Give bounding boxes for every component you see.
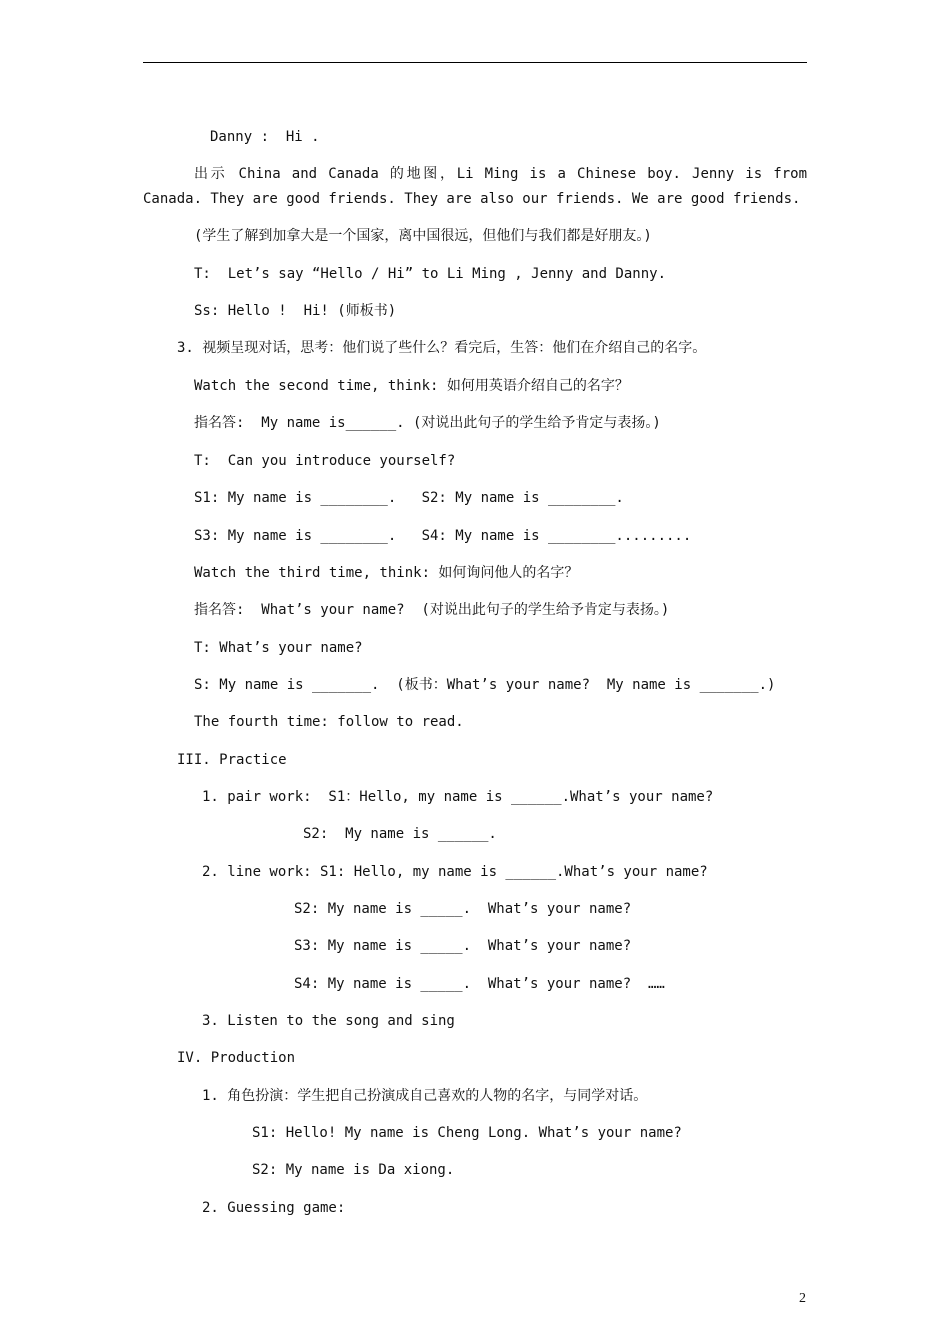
line-answer-whatsname: 指名答: What’s your name? (对说出此句子的学生给予肯定与表扬。) (194, 602, 670, 618)
line-listen-song: 3. Listen to the song and sing (202, 1013, 455, 1029)
line-watch-second: Watch the second time, think: 如何用英语介绍自己的名字？ (194, 378, 629, 394)
page-number: 2 (799, 1291, 806, 1306)
line-watch-third: Watch the third time, think: 如何询问他人的名字？ (194, 565, 579, 581)
line-answer-myname: 指名答: My name is______. (对说出此句子的学生给予肯定与表扬。) (194, 415, 661, 431)
line-line-s3: S3: My name is _____. What’s your name? (294, 938, 632, 954)
header-rule (143, 62, 807, 63)
line-line-s4: S4: My name is _____. What’s your name? …… (294, 976, 665, 992)
line-line-work: 2. line work: S1: Hello, my name is ______.What’s your name? (202, 864, 708, 880)
heading-production: IV. Production (177, 1050, 296, 1066)
heading-practice: III. Practice (177, 752, 287, 768)
line-ss-hello: Ss: Hello ! Hi! (师板书) (194, 303, 397, 319)
line-students-learn: (学生了解到加拿大是一个国家，离中国很远，但他们与我们都是好朋友。) (194, 228, 652, 244)
line-step3-video: 3. 视频呈现对话，思考：他们说了些什么？看完后，生答：他们在介绍自己的名字。 (177, 340, 707, 356)
line-teacher-introduce: T: Can you introduce yourself? (194, 453, 456, 469)
line-teacher-hello: T: Let’s say “Hello / Hi” to Li Ming , Jenny and Danny. (194, 266, 667, 282)
line-s1-s2: S1: My name is ________. S2: My name is ________. (194, 490, 624, 506)
line-s3-s4: S3: My name is ________. S4: My name is ________......... (194, 528, 692, 544)
line-role-s1: S1: Hello! My name is Cheng Long. What’s your name? (252, 1125, 682, 1141)
line-role-play: 1. 角色扮演：学生把自己扮演成自己喜欢的人物的名字，与同学对话。 (202, 1088, 648, 1104)
line-danny-hi: Danny : Hi . (210, 129, 320, 145)
para-map-line2: Canada. They are good friends. They are also our friends. We are good friends. (143, 191, 801, 207)
line-pair-work: 1. pair work: S1：Hello, my name is ______.What’s your name? (202, 789, 714, 805)
line-teacher-whatsname: T: What’s your name? (194, 640, 363, 656)
line-student-board: S: My name is _______. (板书：What’s your name? My name is _______.) (194, 677, 776, 693)
line-pair-s2: S2: My name is ______. (303, 826, 497, 842)
line-role-s2: S2: My name is Da xiong. (252, 1162, 455, 1178)
line-line-s2: S2: My name is _____. What’s your name? (294, 901, 632, 917)
line-guessing-game: 2. Guessing game: (202, 1200, 346, 1216)
line-fourth-time: The fourth time: follow to read. (194, 714, 464, 730)
para-map-line1: 出示 China and Canada 的地图，Li Ming is a Chinese boy. Jenny is from (194, 166, 807, 182)
